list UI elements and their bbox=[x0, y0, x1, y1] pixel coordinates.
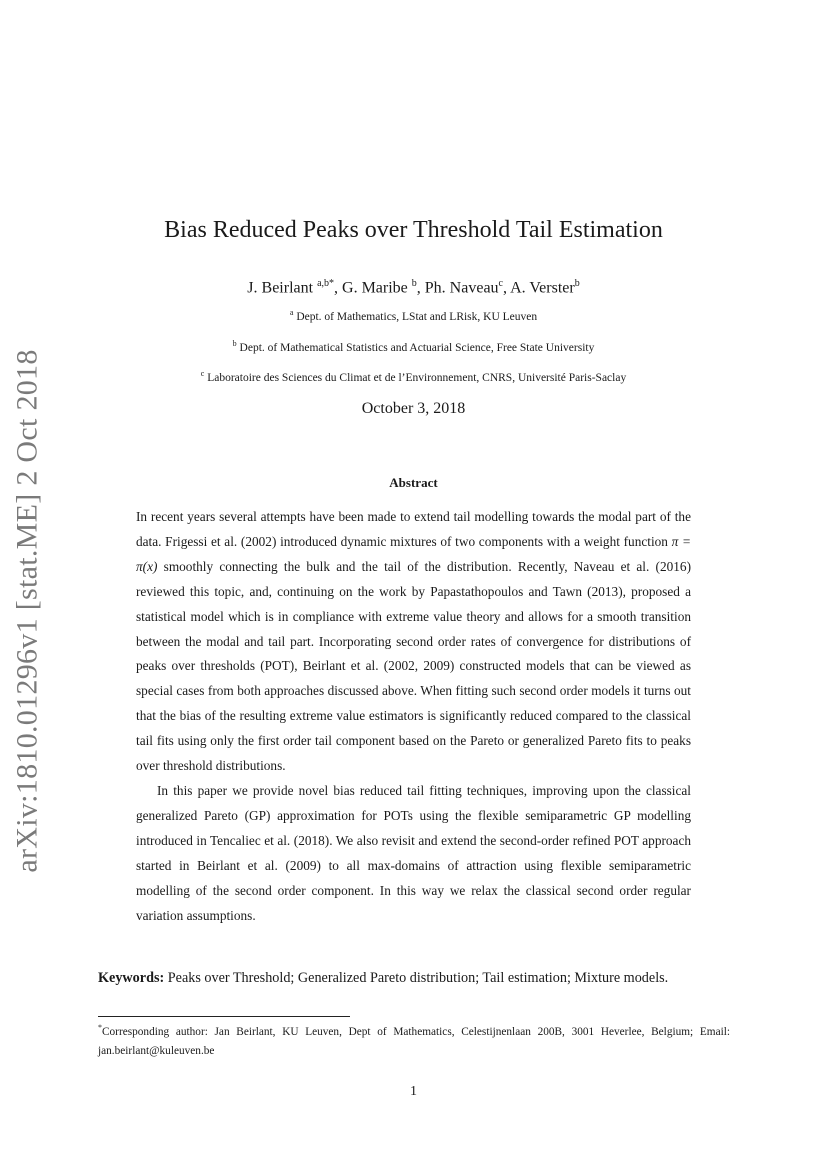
author-affiliation-mark: b bbox=[574, 278, 580, 289]
affiliation-text: Dept. of Mathematics, LStat and LRisk, KU Leuven bbox=[296, 310, 538, 323]
affiliation-text: Laboratoire des Sciences du Climat et de l’Environnement, CNRS, Université Paris-Saclay bbox=[207, 371, 627, 384]
abstract-body bbox=[136, 505, 691, 928]
keywords-label: Keywords: bbox=[98, 970, 165, 986]
affiliation-text: Dept. of Mathematical Statistics and Actuarial Science, Free State University bbox=[239, 341, 595, 354]
publication-date: October 3, 2018 bbox=[361, 400, 466, 417]
affiliation bbox=[0, 366, 827, 386]
author-name: A. Verster bbox=[510, 279, 575, 297]
paper-title: Bias Reduced Peaks over Threshold Tail Estimation bbox=[164, 217, 663, 243]
footnote-text: Corresponding author: Jan Beirlant, KU Leuven, Dept of Mathematics, Celestijnenlaan 200B, 3001 Heverlee, Belgium; Email: jan.beirlant@kuleuven.be bbox=[98, 1025, 730, 1057]
author-name: G. Maribe bbox=[342, 279, 408, 297]
affiliation-mark: c bbox=[200, 369, 205, 378]
keywords-text: Peaks over Threshold; Generalized Pareto distribution; Tail estimation; Mixture models. bbox=[167, 970, 669, 986]
weight-function-formula: π = π(x) bbox=[136, 533, 691, 574]
affiliation bbox=[0, 305, 827, 325]
author-affiliation-mark: c bbox=[498, 278, 503, 289]
author-list: J. Beirlant $^{a,b*}$, G. Maribe $^b$, Ph. Naveau$^c$, A. Verster$^b$ bbox=[247, 278, 580, 297]
abstract-text: In recent years several attempts have been made to extend tail modelling towards the modal part of the data. Frigessi et al. (2002) introduced dynamic mixtures of two components with a weight function bbox=[136, 509, 691, 549]
affiliation-mark: b bbox=[232, 339, 237, 348]
abstract-text: smoothly connecting the bulk and the tail of the distribution. Recently, Naveau et al. (2016) reviewed this topic, and, continuing on the work by Papastathopoulos and Tawn (2013), proposed a statistical model which is in compliance with extreme value theory and allows for a smooth transition between the modal and tail part. Incorporating second order rates of convergence for distributions of peaks over thresholds (POT), Beirlant et al. (2002, 2009) constructed models that can be viewed as special cases from both approaches discussed above. When fitting such second order models it turns out that the bias of the resulting extreme value estimators is significantly reduced compared to the classical tail fits using only the first order tail component based on the Pareto or generalized Pareto fits to peaks over threshold distributions. bbox=[136, 558, 691, 774]
arxiv-stamp bbox=[4, 349, 52, 873]
author-name: J. Beirlant bbox=[247, 279, 314, 297]
arxiv-stamp-text: arXiv:1810.01296v1 [stat.ME] 2 Oct 2018 bbox=[11, 349, 45, 873]
author-affiliation-mark: b bbox=[411, 278, 417, 289]
affiliation bbox=[0, 336, 827, 356]
keywords bbox=[98, 965, 729, 991]
footnote-divider bbox=[98, 1016, 350, 1017]
page-number: 1 bbox=[410, 1084, 417, 1099]
affiliation-mark: a bbox=[289, 308, 294, 317]
abstract-paragraph bbox=[136, 505, 691, 779]
footnote-mark: * bbox=[98, 1023, 102, 1032]
footnote bbox=[98, 1018, 730, 1061]
author-name: Ph. Naveau bbox=[424, 279, 499, 297]
abstract-heading: Abstract bbox=[389, 475, 438, 490]
abstract-paragraph: In this paper we provide novel bias reduced tail fitting techniques, improving upon the classical generalized Pareto (GP) approximation for POTs using the flexible semiparametric GP modelling introduced in Tencaliec et al. (2018). We also revisit and extend the second-order refined POT approach started in Beirlant et al. (2009) to all max-domains of attraction using flexible semiparametric modelling of the second order component. In this way we relax the classical second order regular variation assumptions. bbox=[136, 782, 691, 923]
author-affiliation-mark: a,b* bbox=[317, 278, 335, 289]
